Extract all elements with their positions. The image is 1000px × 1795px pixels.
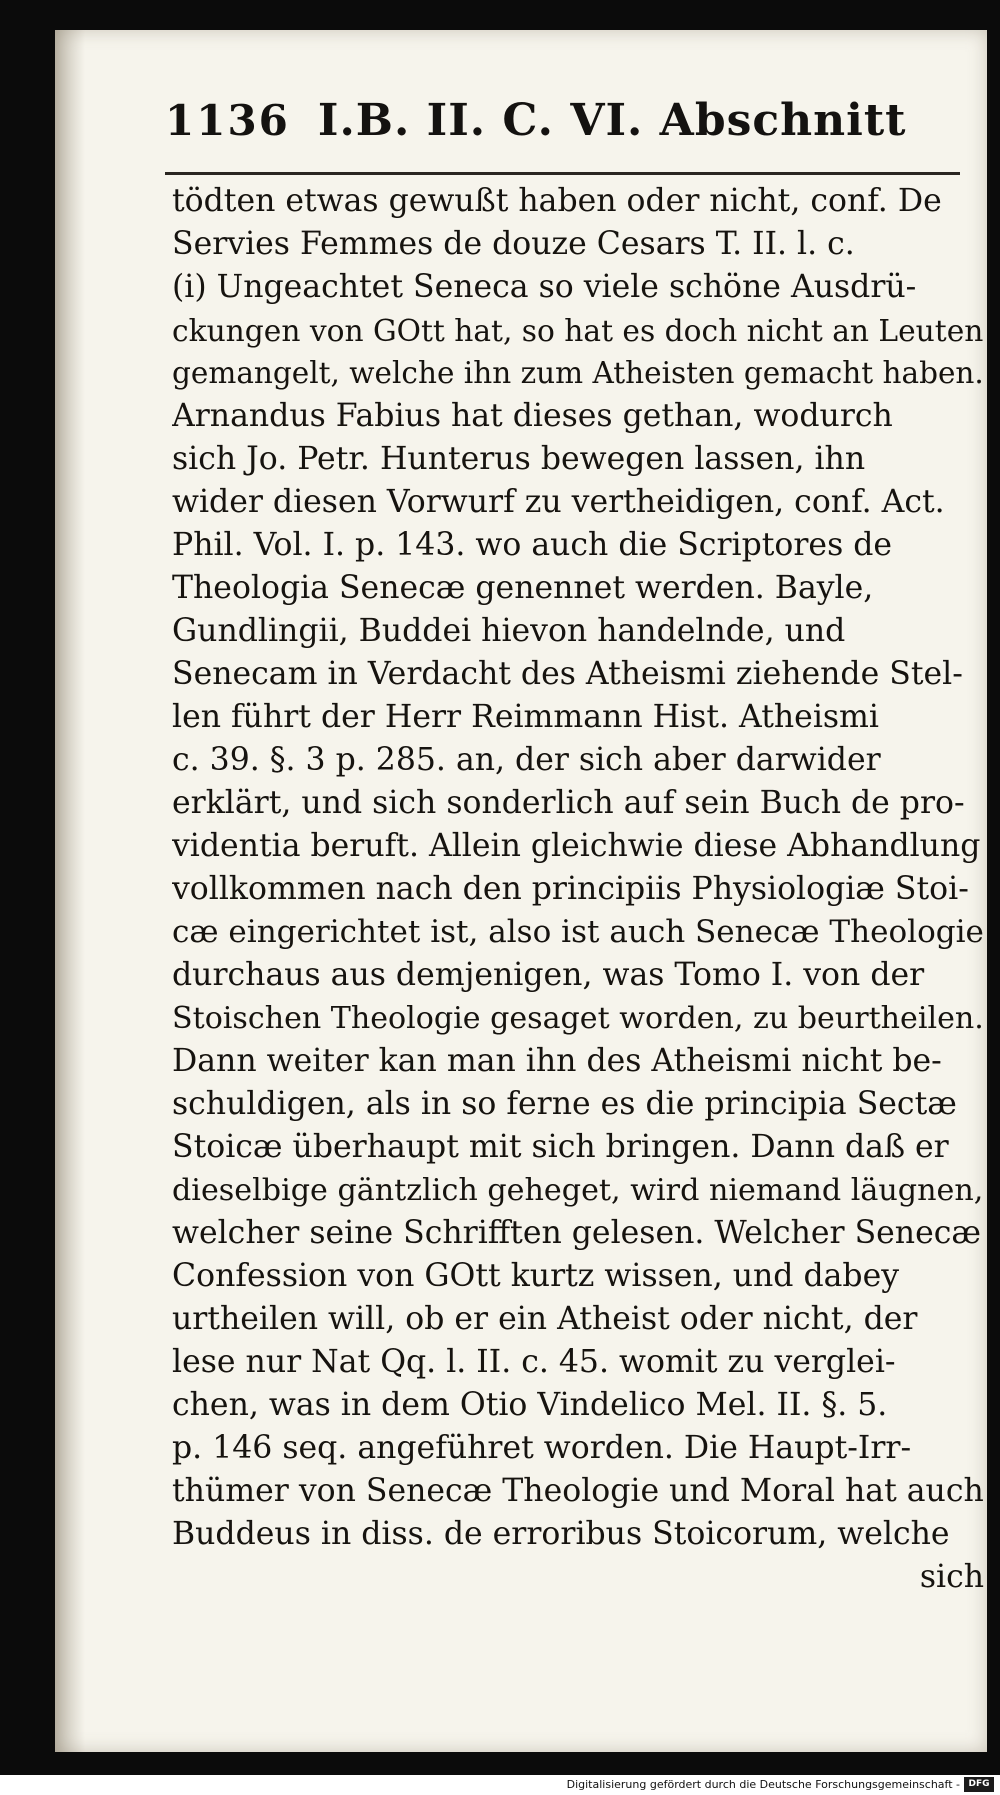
page-header xyxy=(165,95,965,165)
text-line: len führt der Herr Reimmann Hist. Atheismi xyxy=(172,699,879,735)
footer-credit: Digitalisierung gefördert durch die Deutsche Forschungsgemeinschaft - xyxy=(566,1778,960,1791)
text-line: Confession von GOtt kurtz wissen, und dabey xyxy=(172,1258,900,1294)
text-line: c. 39. §. 3 p. 285. an, der sich aber darwider xyxy=(172,742,881,778)
text-line: urtheilen will, ob er ein Atheist oder nicht, der xyxy=(172,1301,918,1337)
page-number: 1136 xyxy=(165,96,290,145)
text-line: videntia beruft. Allein gleichwie diese Abhandlung xyxy=(172,828,981,864)
text-line: thümer von Senecæ Theologie und Moral hat auch xyxy=(172,1473,984,1509)
text-line: Servies Femmes de douze Cesars T. II. l. c. xyxy=(172,226,855,262)
text-line: sich Jo. Petr. Hunterus bewegen lassen, ihn xyxy=(172,441,866,477)
text-line: Gundlingii, Buddei hievon handelnde, und xyxy=(172,613,846,649)
text-line: sich xyxy=(919,1559,984,1595)
header-rule xyxy=(165,172,960,175)
text-line: gemangelt, welche ihn zum Atheisten gemacht haben. xyxy=(172,356,984,390)
text-line: ckungen von GOtt hat, so hat es doch nicht an Leuten xyxy=(172,313,984,348)
text-line: erklärt, und sich sonderlich auf sein Buch de pro- xyxy=(172,785,965,821)
text-line: durchaus aus demjenigen, was Tomo I. von der xyxy=(172,957,925,993)
text-line: tödten etwas gewußt haben oder nicht, conf. De xyxy=(172,183,942,219)
text-line: Buddeus in diss. de erroribus Stoicorum, welche xyxy=(172,1516,950,1552)
text-line: Stoicæ überhaupt mit sich bringen. Dann daß er xyxy=(172,1129,949,1165)
text-line: Stoischen Theologie gesaget worden, zu beurtheilen. xyxy=(172,1001,984,1036)
page-gutter-shadow xyxy=(55,30,85,1752)
text-line: cæ eingerichtet ist, also ist auch Senecæ Theologie xyxy=(172,914,984,950)
text-line: Theologia Senecæ genennet werden. Bayle, xyxy=(172,570,874,606)
text-line: chen, was in dem Otio Vindelico Mel. II. §. 5. xyxy=(172,1387,888,1423)
text-line: lese nur Nat Qq. l. II. c. 45. womit zu verglei- xyxy=(172,1344,896,1380)
text-line: welcher seine Schrifften gelesen. Welcher Senecæ xyxy=(172,1215,981,1251)
text-line: (i) Ungeachtet Seneca so viele schöne Ausdrü- xyxy=(172,269,917,305)
text-line: Dann weiter kan man ihn des Atheismi nicht be- xyxy=(172,1043,942,1079)
running-title: I.B. II. C. VI. Abschnitt xyxy=(317,95,907,146)
text-line: vollkommen nach den principiis Physiologiæ Stoi- xyxy=(172,871,969,907)
body-text xyxy=(172,180,984,1599)
text-line: p. 146 seq. angeführet worden. Die Haupt-Irr- xyxy=(172,1430,912,1466)
text-line: Arnandus Fabius hat dieses gethan, wodurch xyxy=(172,398,893,434)
dfg-logo: DFG xyxy=(964,1777,994,1792)
digitization-footer xyxy=(0,1775,1000,1795)
text-line: dieselbige gäntzlich geheget, wird niemand läugnen, xyxy=(172,1173,984,1208)
text-line: Senecam in Verdacht des Atheismi ziehende Stel- xyxy=(172,656,963,692)
text-line: Phil. Vol. I. p. 143. wo auch die Scriptores de xyxy=(172,527,893,563)
text-line: schuldigen, als in so ferne es die principia Sectæ xyxy=(172,1086,957,1122)
text-line: wider diesen Vorwurf zu vertheidigen, conf. Act. xyxy=(172,484,945,520)
